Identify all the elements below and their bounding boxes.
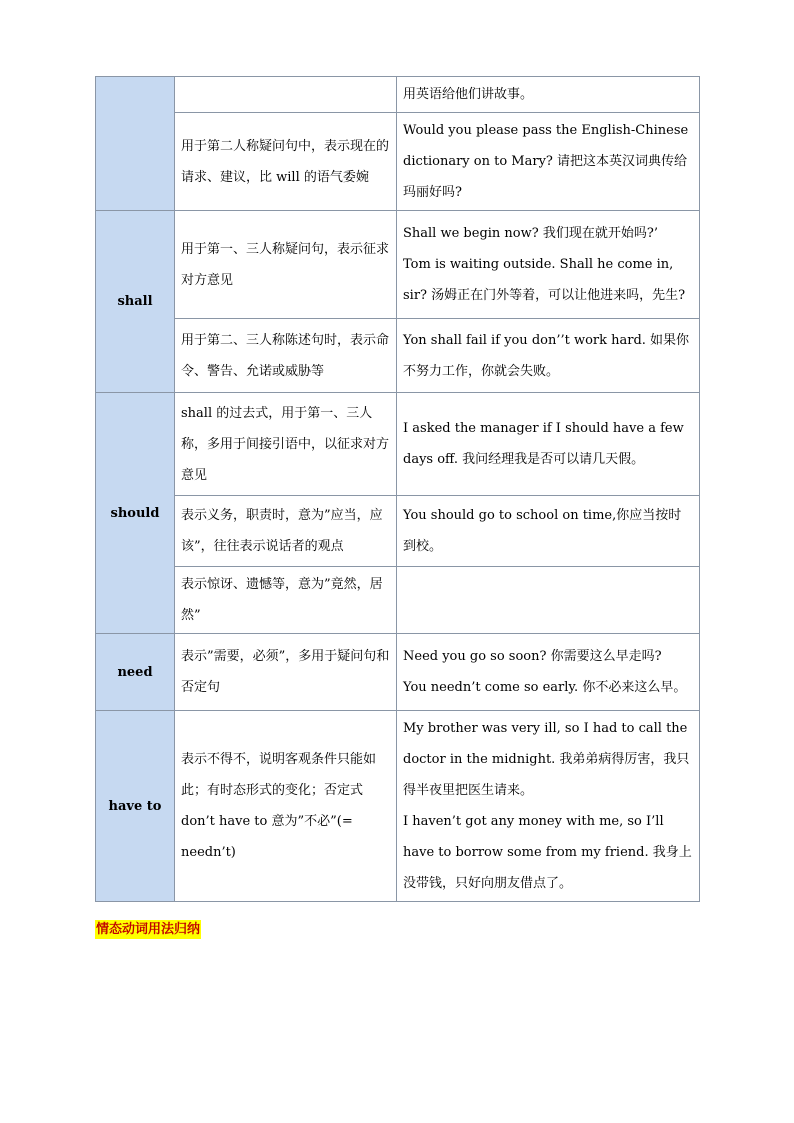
example-line: Tom is waiting outside. Shall he come in, sir? 汤姆正在门外等着，可以让他进来吗，先生? [403, 257, 686, 303]
usage-cell: shall 的过去式，用于第一、三人称，多用于间接引语中，以征求对方意见 [175, 393, 397, 496]
example-line: Shall we begin now? 我们现在就开始吗?’ [403, 226, 658, 241]
table-row [96, 496, 700, 567]
example-cell-empty [397, 567, 700, 634]
word-cell-have-to: have to [96, 711, 175, 902]
section-heading: 情态动词用法归纳 [96, 922, 201, 937]
usage-cell [175, 77, 397, 113]
table-row [96, 634, 700, 711]
usage-cell: 用于第二人称疑问句中，表示现在的请求、建议，比 will 的语气委婉 [175, 113, 397, 211]
example-line: You should go to school on time,你应当按时到校。 [403, 508, 682, 554]
word-cell-need: need [96, 634, 175, 711]
example-line: Need you go so soon? 你需要这么早走吗? [403, 649, 662, 664]
example-cell [397, 113, 700, 211]
example-line: Would you please pass the English-Chinese dictionary on to Mary? 请把这本英汉词典传给玛丽好吗? [403, 123, 689, 200]
table-row [96, 211, 700, 319]
usage-cell: 表示”需要，必须”，多用于疑问句和否定句 [175, 634, 397, 711]
usage-cell: 表示惊讶、遗憾等，意为”竟然，居然” [175, 567, 397, 634]
example-cell [397, 211, 700, 319]
example-cell [397, 711, 700, 902]
example-line: 用英语给他们讲故事。 [403, 87, 534, 102]
table-row [96, 567, 700, 634]
table-row [96, 319, 700, 393]
table-row [96, 77, 700, 113]
example-line: My brother was very ill, so I had to call the doctor in the midnight. 我弟弟病得厉害，我只得半夜里把医生请来。 [403, 721, 690, 798]
example-cell [397, 77, 700, 113]
example-line: I asked the manager if I should have a few days off. 我问经理我是否可以请几天假。 [403, 421, 684, 467]
word-cell-should: should [96, 393, 175, 634]
table-row [96, 711, 700, 902]
example-line: You needn’t come so early. 你不必来这么早。 [403, 680, 687, 695]
table-row [96, 113, 700, 211]
usage-cell: 表示义务，职责时，意为”应当，应该”，往往表示说话者的观点 [175, 496, 397, 567]
example-line: Yon shall fail if you don’’t work hard. 如果你不努力工作，你就会失败。 [403, 332, 690, 379]
usage-cell: 用于第二、三人称陈述句时，表示命令、警告、允诺或威胁等 [175, 319, 397, 393]
word-cell-shall: shall [96, 211, 175, 393]
usage-cell: 表示不得不，说明客观条件只能如此；有时态形式的变化；否定式 don’t have to 意为”不必”(= needn’t) [175, 711, 397, 902]
example-cell [397, 634, 700, 711]
example-cell [397, 496, 700, 567]
modal-verbs-table [95, 76, 700, 902]
example-line: I haven’t got any money with me, so I’ll have to borrow some from my friend. 我身上没带钱，只好向朋友借点了。 [403, 814, 692, 891]
table-row [96, 393, 700, 496]
usage-cell: 用于第一、三人称疑问句，表示征求对方意见 [175, 211, 397, 319]
example-cell [397, 393, 700, 496]
example-cell [397, 319, 700, 393]
word-cell-continued [96, 77, 175, 211]
